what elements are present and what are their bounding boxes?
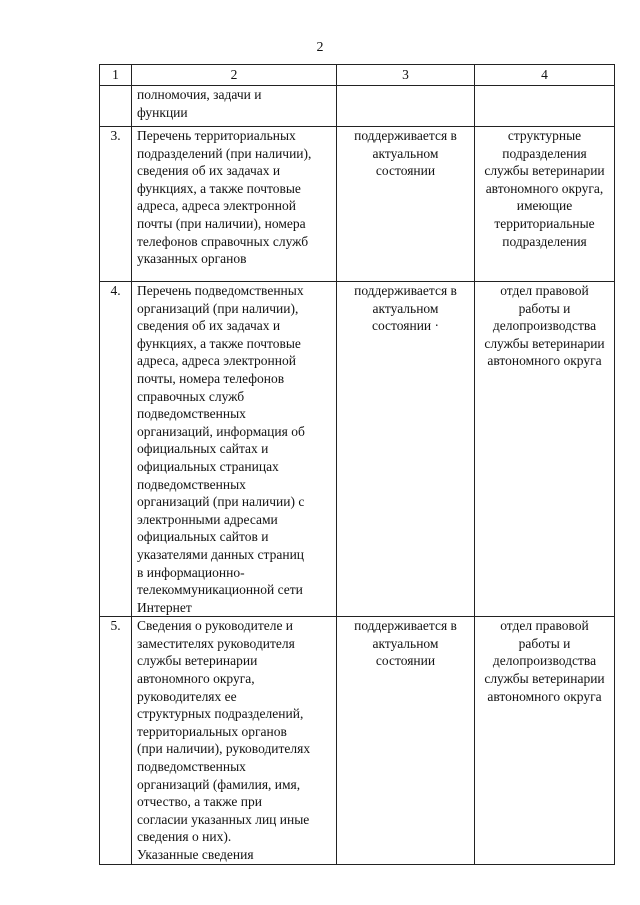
text-line: подведомственных: [137, 759, 246, 775]
text-line: Сведения о руководителе и: [137, 618, 294, 634]
item-name-cell: [132, 86, 337, 127]
frequency-cell: [337, 86, 475, 127]
table-row: [100, 617, 615, 864]
text-line: актуальном: [372, 145, 439, 161]
text-line: структурные: [507, 128, 582, 143]
text-line: службы ветеринарии: [137, 653, 258, 669]
text-line: заместителях руководителя: [137, 635, 295, 651]
table-row: [100, 127, 615, 282]
text-line: телекоммуникационной сети: [137, 582, 303, 598]
text-line: состоянии ·: [371, 318, 440, 334]
text-line: поддерживается в: [354, 283, 457, 298]
text-line: адреса, адреса электронной: [137, 198, 296, 214]
text-line: руководителях ее: [137, 688, 237, 704]
text-line: Интернет: [137, 599, 192, 615]
document-table: [99, 64, 615, 865]
table-row: [100, 86, 615, 127]
row-number: 4.: [100, 282, 132, 617]
text-line: указателями данных страниц: [137, 546, 305, 562]
item-name-text: [135, 282, 333, 616]
item-name-cell: [132, 617, 337, 864]
item-name-cell: [132, 127, 337, 282]
item-name-cell: [132, 282, 337, 617]
table-header-row: [100, 65, 615, 86]
text-line: подведомственных: [137, 476, 246, 492]
text-line: официальных сайтов и: [137, 529, 269, 545]
frequency-cell: [337, 127, 475, 282]
text-line: подведомственных: [137, 406, 246, 422]
text-line: делопроизводства: [492, 653, 597, 669]
text-line: имеющие: [516, 198, 573, 214]
text-line: состоянии: [375, 653, 436, 669]
text-line: (при наличии), руководителях: [137, 741, 311, 757]
text-line: службы ветеринарии: [484, 671, 605, 687]
text-line: почты, номера телефонов: [137, 370, 285, 386]
text-line: службы ветеринарии: [484, 335, 605, 351]
text-line: организаций (при наличии),: [137, 300, 299, 316]
text-line: в информационно-: [137, 564, 245, 580]
text-line: работы и: [518, 300, 571, 316]
text-line: автономного округа,: [137, 671, 255, 687]
text-line: указанных органов: [137, 251, 247, 267]
text-line: территориальные: [494, 215, 595, 231]
text-line: территориальных органов: [137, 723, 287, 739]
text-line: делопроизводства: [492, 318, 597, 334]
text-line: автономного округа: [487, 353, 602, 369]
text-line: функции: [137, 104, 188, 120]
text-line: сведения об их задачах и: [137, 318, 281, 334]
frequency-cell: [337, 617, 475, 864]
text-line: актуальном: [372, 635, 439, 651]
responsible-cell: [475, 127, 615, 282]
text-line: согласии указанных лиц иные: [137, 811, 310, 827]
text-line: поддерживается в: [354, 128, 457, 143]
text-line: сведения о них).: [137, 829, 232, 845]
text-line: отдел правовой: [500, 283, 589, 298]
text-line: автономного округа,: [485, 180, 604, 196]
responsible-cell: [475, 282, 615, 617]
text-line: электронными адресами: [137, 511, 278, 527]
text-line: подразделений (при наличии),: [137, 145, 312, 161]
text-line: организаций (при наличии) с: [137, 494, 305, 510]
responsible-cell: [475, 86, 615, 127]
row-number: 5.: [100, 617, 132, 864]
text-line: отдел правовой: [500, 618, 589, 634]
text-line: отчество, а также при: [137, 794, 262, 810]
item-name-text: [135, 127, 333, 268]
item-name-text: [135, 86, 333, 121]
text-line: справочных служб: [137, 388, 245, 404]
text-line: функциях, а также почтовые: [137, 180, 301, 196]
item-name-text: [135, 617, 333, 863]
row-number: 3.: [100, 127, 132, 282]
text-line: Указанные сведения: [137, 847, 254, 862]
column-header-2: 2: [132, 65, 337, 86]
table-row: [100, 282, 615, 617]
text-line: почты (при наличии), номера: [137, 215, 306, 231]
text-line: состоянии: [375, 163, 436, 179]
column-header-4: 4: [475, 65, 615, 86]
row-number: [100, 86, 132, 127]
text-line: Перечень подведомственных: [137, 283, 304, 298]
text-line: автономного округа: [487, 688, 602, 704]
responsible-cell: [475, 617, 615, 864]
text-line: Перечень территориальных: [137, 128, 296, 143]
text-line: поддерживается в: [354, 618, 457, 634]
page-number: 2: [316, 40, 324, 55]
frequency-cell: [337, 282, 475, 617]
text-line: работы и: [518, 635, 571, 651]
text-line: официальных страницах: [137, 458, 279, 474]
text-line: актуальном: [372, 300, 439, 316]
text-line: подразделения: [502, 145, 587, 161]
text-line: полномочия, задачи и: [137, 87, 262, 102]
text-line: подразделения: [502, 233, 587, 249]
text-line: структурных подразделений,: [137, 706, 304, 722]
text-line: официальных сайтах и: [137, 441, 269, 457]
text-line: службы ветеринарии: [484, 163, 605, 179]
text-line: организаций, информация об: [137, 423, 305, 439]
text-line: телефонов справочных служб: [137, 233, 309, 249]
column-header-3: 3: [337, 65, 475, 86]
column-header-1: 1: [100, 65, 132, 86]
text-line: сведения об их задачах и: [137, 163, 281, 179]
text-line: организаций (фамилия, имя,: [137, 776, 301, 792]
text-line: функциях, а также почтовые: [137, 335, 301, 351]
text-line: адреса, адреса электронной: [137, 353, 296, 369]
